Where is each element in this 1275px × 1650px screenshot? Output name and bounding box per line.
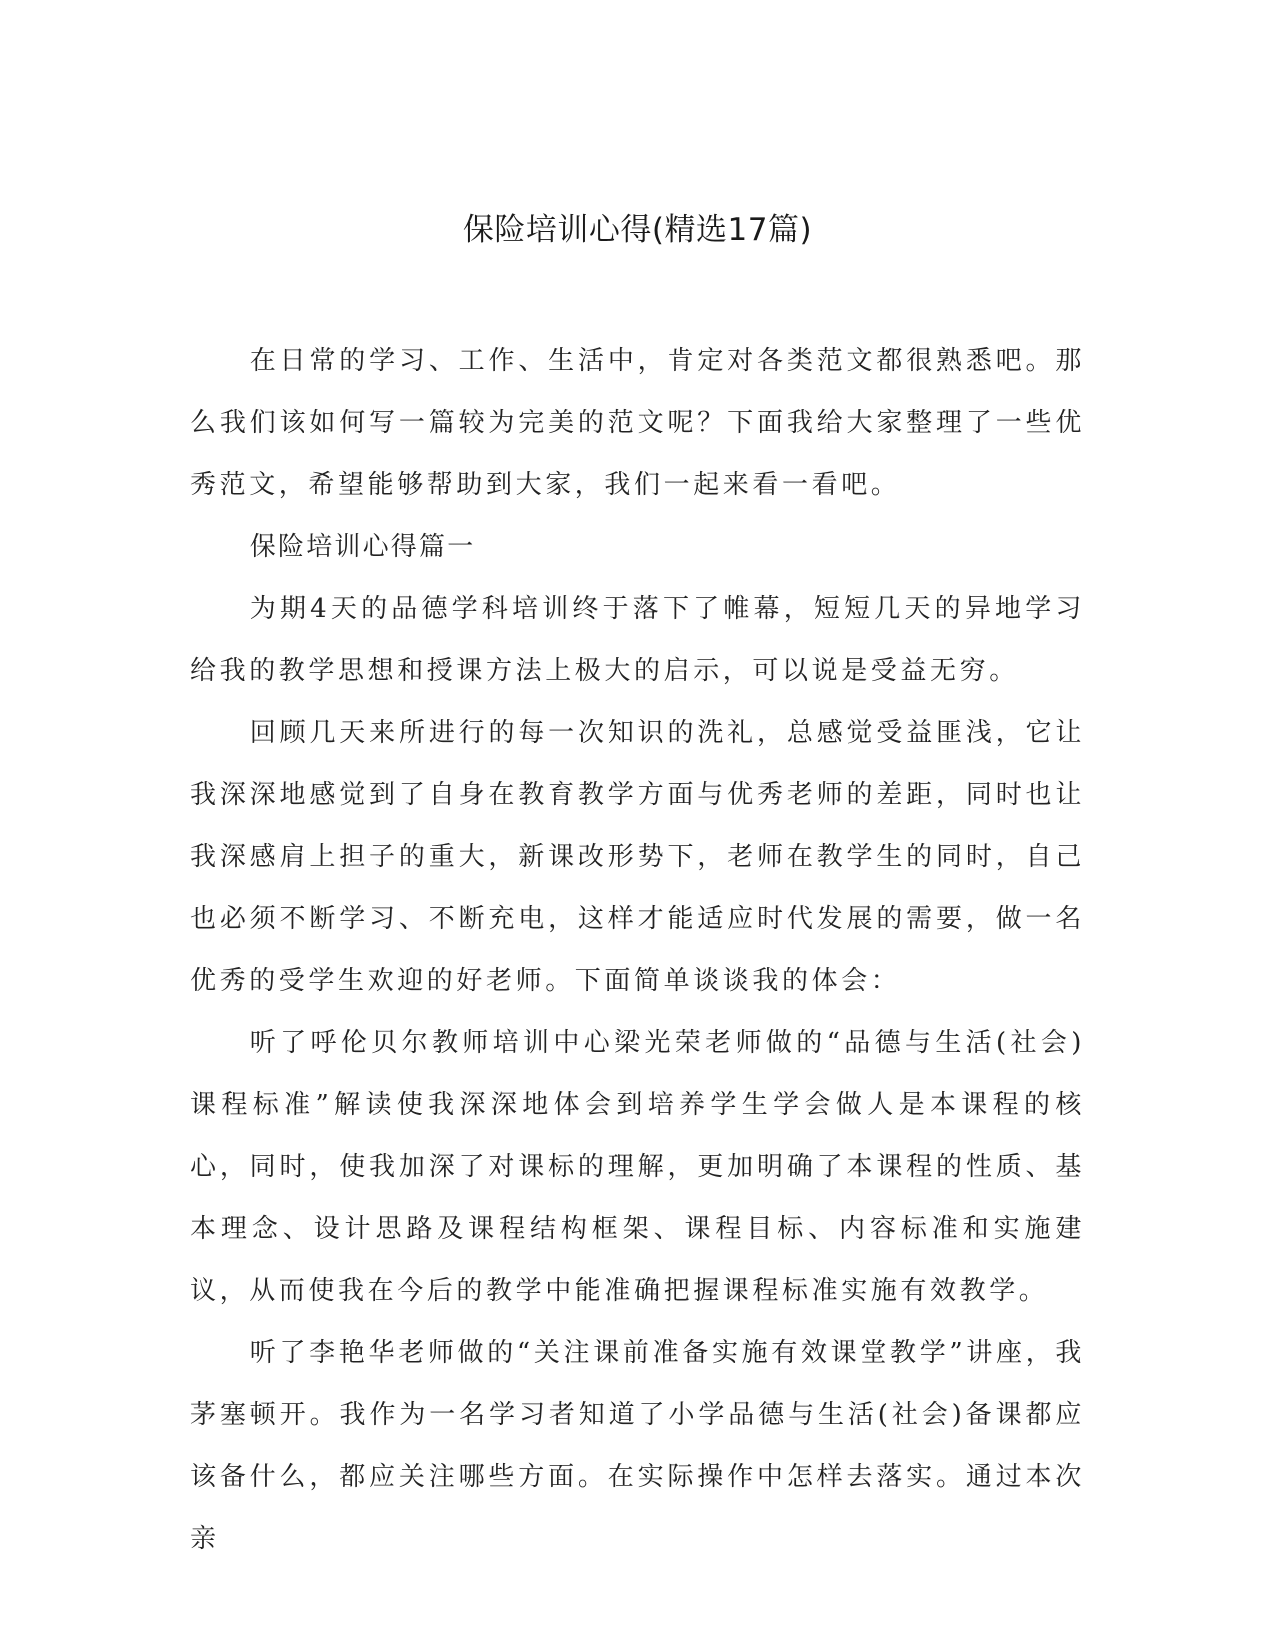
document-body bbox=[190, 330, 1085, 1570]
body-paragraph: 听了呼伦贝尔教师培训中心梁光荣老师做的“品德与生活(社会)课程标准”解读使我深深地体会到培养学生学会做人是本课程的核心，同时，使我加深了对课标的理解，更加明确了本课程的性质、基本理念、设计思路及课程结构框架、课程目标、内容标准和实施建议，从而使我在今后的教学中能准确把握课程标准实施有效教学。 bbox=[190, 1028, 1085, 1306]
body-paragraph: 听了李艳华老师做的“关注课前准备实施有效课堂教学”讲座，我茅塞顿开。我作为一名学习者知道了小学品德与生活(社会)备课都应该备什么，都应关注哪些方面。在实际操作中怎样去落实。通过本次亲 bbox=[190, 1338, 1085, 1554]
body-paragraph: 为期4天的品德学科培训终于落下了帷幕，短短几天的异地学习给我的教学思想和授课方法上极大的启示，可以说是受益无穷。 bbox=[190, 594, 1085, 686]
body-paragraph: 回顾几天来所进行的每一次知识的洗礼，总感觉受益匪浅，它让我深深地感觉到了自身在教育教学方面与优秀老师的差距，同时也让我深感肩上担子的重大，新课改形势下，老师在教学生的同时，自己也必须不断学习、不断充电，这样才能适应时代发展的需要，做一名优秀的受学生欢迎的好老师。下面简单谈谈我的体会： bbox=[190, 718, 1085, 996]
document-title: 保险培训心得(精选17篇) bbox=[462, 212, 813, 248]
section-heading: 保险培训心得篇一 bbox=[249, 532, 476, 562]
intro-paragraph: 在日常的学习、工作、生活中，肯定对各类范文都很熟悉吧。那么我们该如何写一篇较为完美的范文呢？下面我给大家整理了一些优秀范文，希望能够帮助到大家，我们一起来看一看吧。 bbox=[190, 346, 1085, 500]
